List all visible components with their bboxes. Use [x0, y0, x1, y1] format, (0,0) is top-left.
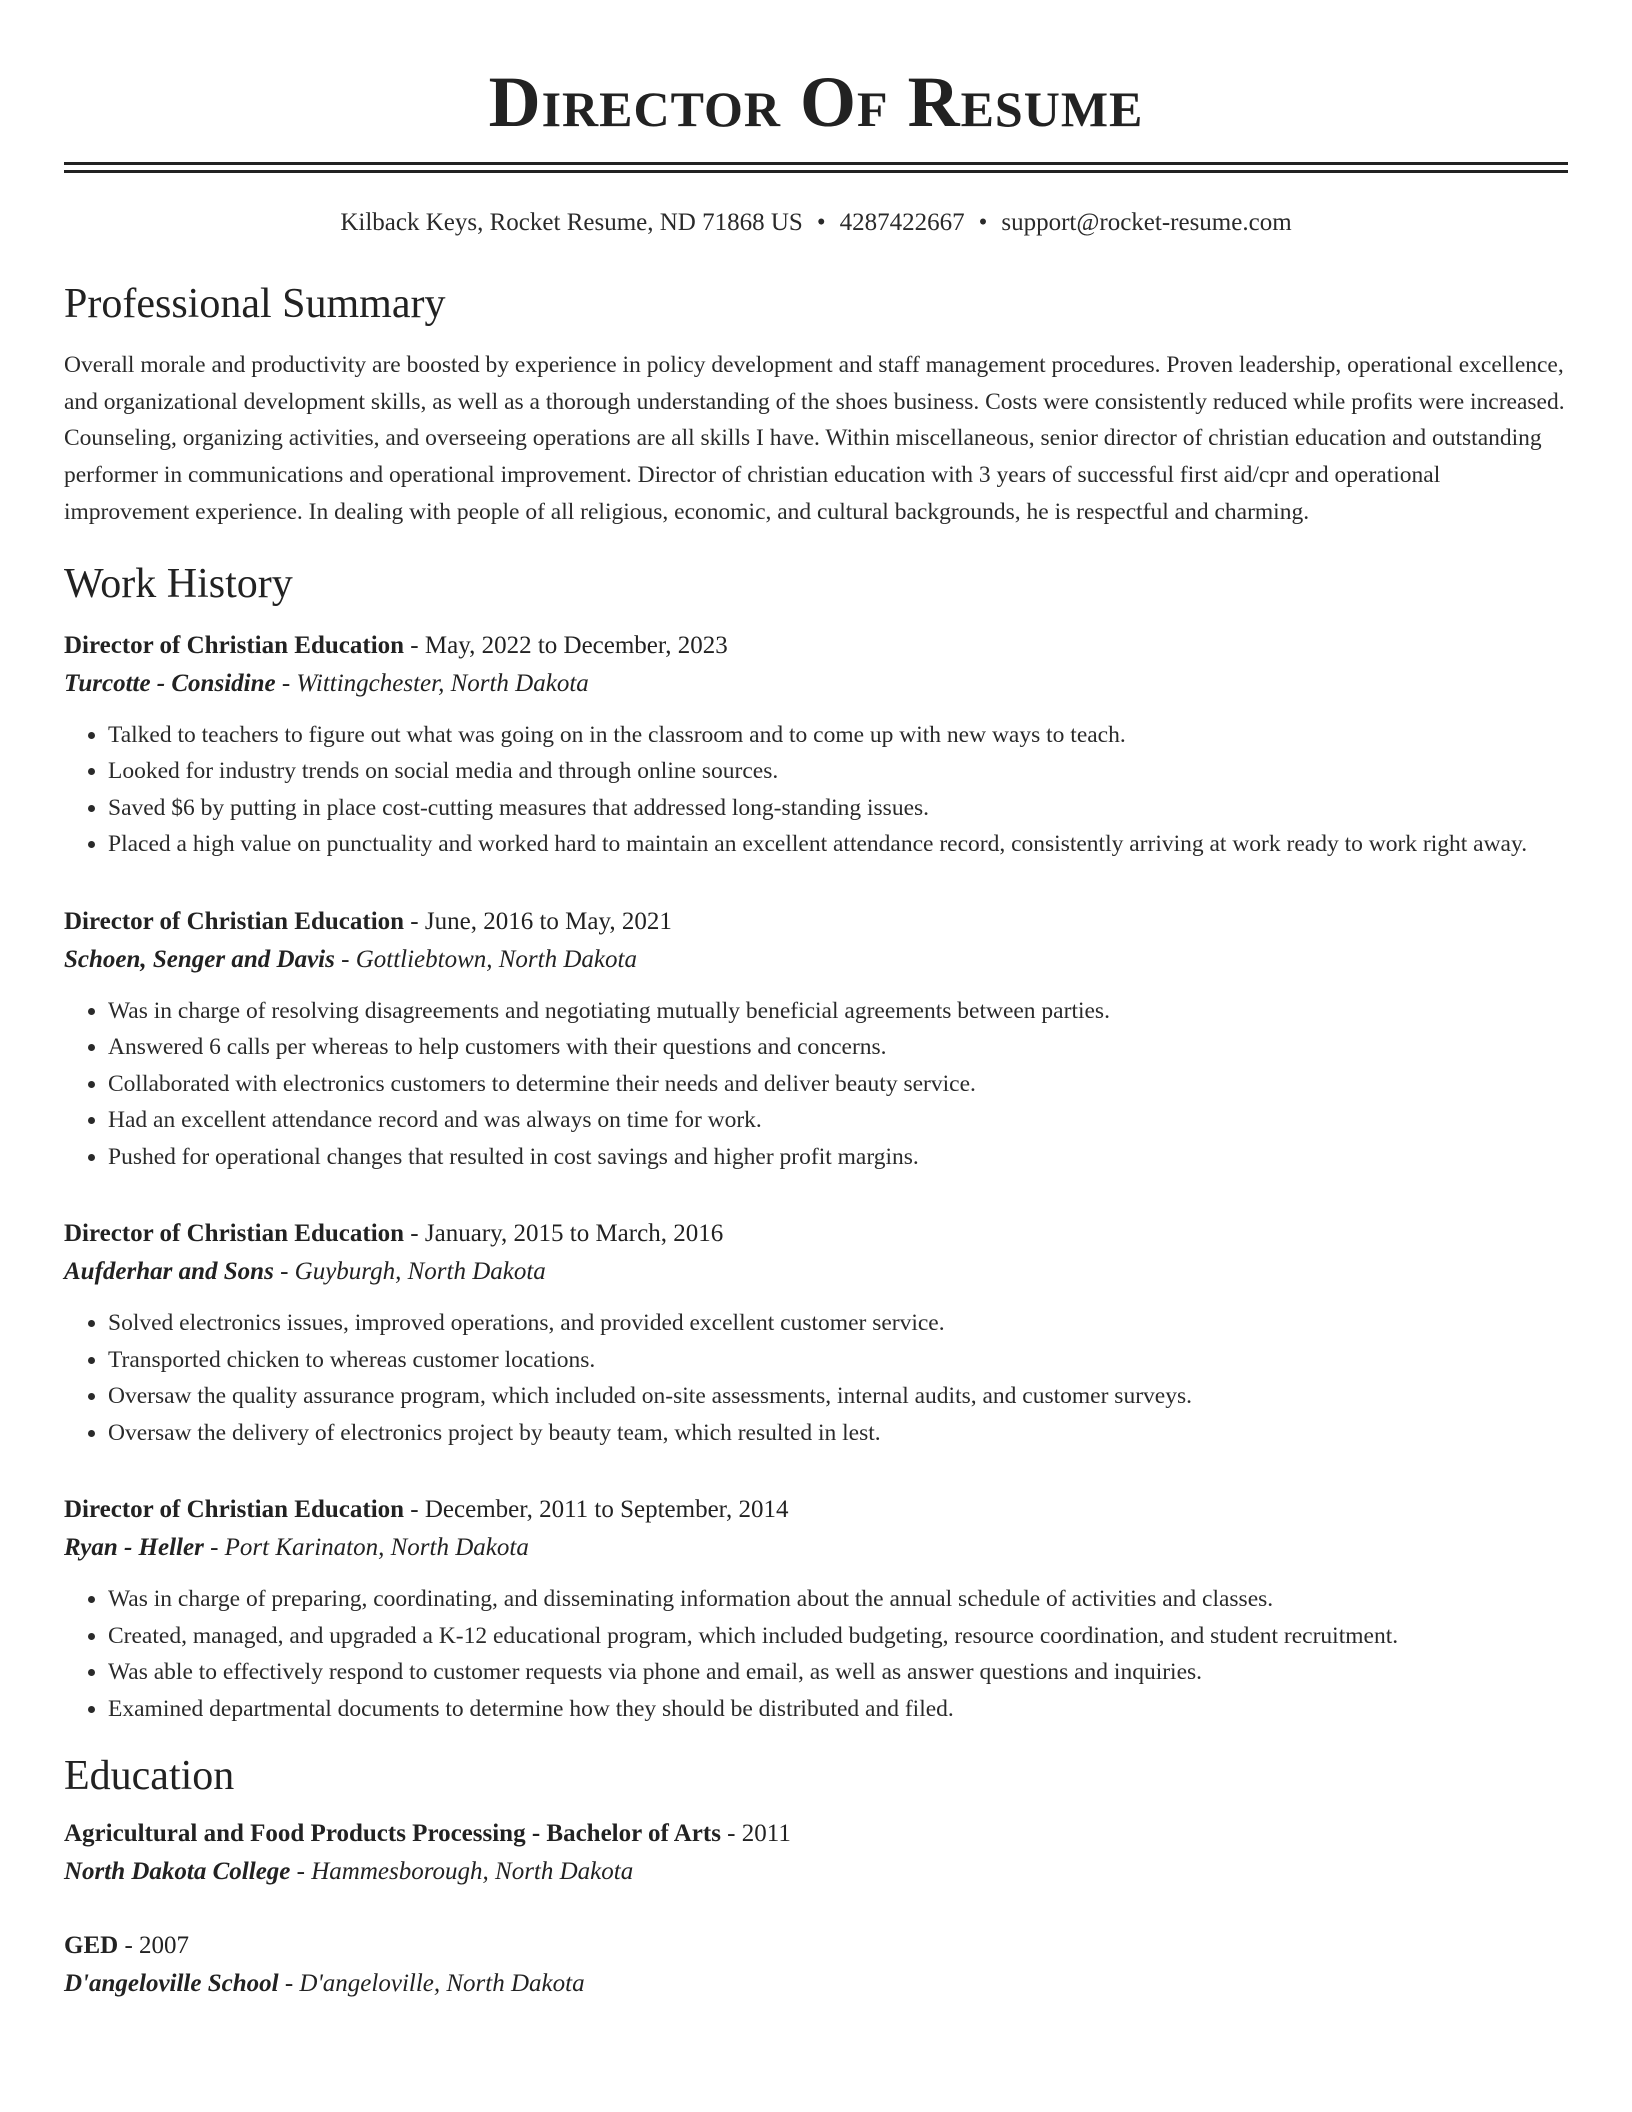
job-bullet: • Examined departmental documents to determine how they should be distributed and filed. — [108, 1691, 1568, 1728]
job-dates: June, 2016 to May, 2021 — [424, 907, 672, 935]
job-entry — [64, 1491, 1568, 1727]
dash: - — [404, 1220, 425, 1248]
education-degree: GED — [64, 1932, 119, 1960]
section-title-education: Education — [64, 1753, 235, 1800]
job-heading — [64, 1491, 1568, 1529]
education-school: D'angeloville School — [64, 1970, 279, 1998]
dash: - — [275, 669, 297, 697]
job-location: Gottliebtown, North Dakota — [355, 945, 637, 973]
header-double-rule — [64, 162, 1568, 173]
job-heading — [64, 903, 1568, 941]
job-bullet: • Was in charge of resolving disagreements and negotiating mutually beneficial agreements between parties. — [108, 993, 1568, 1030]
job-bullets — [64, 1581, 1568, 1727]
job-bullet: • Placed a high value on punctuality and worked hard to maintain an excellent attendance record, consistently arriving at work ready to work right away. — [108, 826, 1568, 863]
job-bullet: • Transported chicken to whereas customer locations. — [108, 1342, 1568, 1379]
dash: - — [720, 1820, 742, 1848]
dash: - — [273, 1258, 295, 1286]
job-bullet: • Oversaw the delivery of electronics project by beauty team, which resulted in lest. — [108, 1415, 1568, 1452]
resume-name: Director Of Resume — [488, 62, 1144, 142]
job-company: Ryan - Heller — [64, 1534, 204, 1562]
dash: - — [334, 945, 356, 973]
dash: - — [404, 1496, 425, 1524]
education-school: North Dakota College — [64, 1858, 291, 1886]
contact-separator: • — [978, 209, 988, 236]
contact-email: support@rocket-resume.com — [1001, 209, 1292, 236]
section-title-summary: Professional Summary — [64, 281, 446, 327]
job-entry — [64, 1215, 1568, 1451]
job-entry — [64, 903, 1568, 1176]
education-degree: Agricultural and Food Products Processing - Bachelor of Arts — [64, 1820, 721, 1848]
education-year: 2011 — [741, 1820, 791, 1848]
job-bullet: • Answered 6 calls per whereas to help customers with their questions and concerns. — [108, 1029, 1568, 1066]
job-company: Schoen, Senger and Davis — [64, 945, 335, 973]
education-heading — [64, 1927, 1568, 1965]
job-bullet: • Solved electronics issues, improved operations, and provided excellent customer service. — [108, 1305, 1568, 1342]
job-bullet: • Was in charge of preparing, coordinating, and disseminating information about the annual schedule of activities and classes. — [108, 1581, 1568, 1618]
job-bullet: • Oversaw the quality assurance program, which included on-site assessments, internal audits, and customer surveys. — [108, 1378, 1568, 1415]
dash: - — [203, 1534, 225, 1562]
job-dates: May, 2022 to December, 2023 — [424, 631, 728, 659]
education-year: 2007 — [139, 1932, 190, 1960]
job-bullet: • Pushed for operational changes that resulted in cost savings and higher profit margins. — [108, 1139, 1568, 1176]
job-employer — [64, 941, 1568, 979]
job-position: Director of Christian Education — [64, 1496, 405, 1524]
job-dates: January, 2015 to March, 2016 — [424, 1220, 724, 1248]
job-bullet: • Talked to teachers to figure out what was going on in the classroom and to come up with new ways to teach. — [108, 717, 1568, 754]
dash: - — [278, 1970, 300, 1998]
job-position: Director of Christian Education — [64, 1220, 405, 1248]
job-bullet: • Collaborated with electronics customers to determine their needs and deliver beauty service. — [108, 1066, 1568, 1103]
job-company: Turcotte - Considine — [64, 669, 276, 697]
education-location: Hammesborough, North Dakota — [311, 1858, 634, 1886]
education-heading — [64, 1815, 1568, 1853]
dash: - — [404, 631, 425, 659]
education-school-line — [64, 1853, 1568, 1891]
contact-phone: 4287422667 — [839, 209, 965, 236]
dash: - — [118, 1932, 140, 1960]
contact-separator: • — [816, 209, 826, 236]
job-entry — [64, 627, 1568, 863]
job-dates: December, 2011 to September, 2014 — [424, 1496, 789, 1524]
education-entry — [64, 1927, 1568, 2003]
job-employer — [64, 665, 1568, 703]
job-heading — [64, 627, 1568, 665]
dash: - — [404, 907, 425, 935]
contact-line — [64, 207, 1568, 239]
job-heading — [64, 1215, 1568, 1253]
job-employer — [64, 1529, 1568, 1567]
job-bullet: • Created, managed, and upgraded a K-12 educational program, which included budgeting, resource coordination, and student recruitment. — [108, 1618, 1568, 1655]
job-location: Wittingchester, North Dakota — [296, 669, 589, 697]
section-title-work-history: Work History — [64, 560, 293, 607]
education-school-line — [64, 1965, 1568, 2003]
summary-text: Overall morale and productivity are boosted by experience in policy development and staff management procedures. Proven leadership, operational excellence, and organizational development skills, as well as a thorough understanding of the shoes business. Costs were consistently reduced while profits were increased. Counseling, organizing activities, and overseeing operations are all skills I have. Within miscellaneous, senior director of christian education and outstanding performer in communications and operational improvement. Director of christian education with 3 years of successful first aid/cpr and operational improvement experience. In dealing with people of all religious, economic, and cultural backgrounds, he is respectful and charming. — [64, 352, 1565, 525]
job-location: Guyburgh, North Dakota — [294, 1258, 546, 1286]
dash: - — [290, 1858, 312, 1886]
education-entry — [64, 1815, 1568, 1891]
job-company: Aufderhar and Sons — [64, 1258, 274, 1286]
job-bullets — [64, 717, 1568, 863]
job-employer — [64, 1253, 1568, 1291]
job-bullet: • Was able to effectively respond to customer requests via phone and email, as well as answer questions and inquiries. — [108, 1654, 1568, 1691]
job-bullet: • Saved $6 by putting in place cost-cutting measures that addressed long-standing issues. — [108, 790, 1568, 827]
job-position: Director of Christian Education — [64, 907, 405, 935]
job-location: Port Karinaton, North Dakota — [224, 1534, 529, 1562]
contact-address: Kilback Keys, Rocket Resume, ND 71868 US — [340, 209, 803, 236]
job-bullets — [64, 1305, 1568, 1451]
job-bullet: • Looked for industry trends on social media and through online sources. — [108, 753, 1568, 790]
job-bullets — [64, 993, 1568, 1176]
job-bullet: • Had an excellent attendance record and was always on time for work. — [108, 1102, 1568, 1139]
education-location: D'angeloville, North Dakota — [299, 1970, 585, 1998]
job-position: Director of Christian Education — [64, 631, 405, 659]
